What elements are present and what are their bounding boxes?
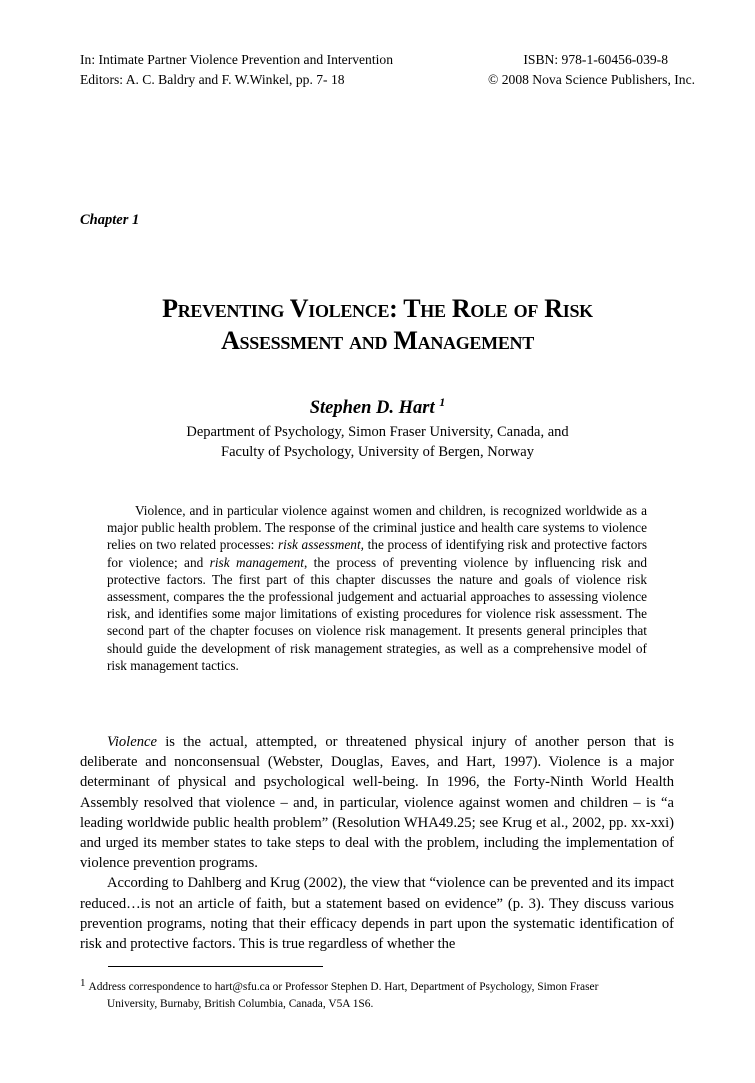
chapter-title-line-1: Preventing Violence: The Role of Risk [162, 294, 593, 323]
editors-line: Editors: A. C. Baldry and F. W.Winkel, pp. 7- 18 [80, 72, 345, 87]
chapter-label: Chapter 1 [80, 212, 140, 228]
footnote-mark: 1 [80, 977, 86, 989]
body-paragraph-1 [80, 732, 674, 873]
author-footnote-mark: 1 [439, 395, 446, 409]
footnote-separator [108, 966, 323, 967]
book-title-line: In: Intimate Partner Violence Prevention and Intervention [80, 52, 394, 67]
chapter-title-line-2: Assessment and Management [221, 326, 534, 355]
body-term-violence: Violence [107, 734, 157, 750]
abstract-text-2: the process of identifying risk and protective factors for violence; and [107, 537, 648, 570]
body-paragraph-2: According to Dahlberg and Krug (2002), the view that “violence can be prevented and its impact reduced…is not an article of faith, but a statement based on evidence” (p. 3). They discuss various prevention programs, noting that their efficacy depends in part upon the systematic identification of risk and protective factors. This is true regardless of whether the [80, 875, 674, 953]
abstract-term-risk-management: risk management [209, 554, 304, 570]
body-text [80, 732, 674, 954]
abstract [107, 502, 647, 674]
footnote [80, 975, 674, 1013]
running-header-right [488, 50, 696, 90]
affiliation-line-2: Faculty of Psychology, University of Bergen, Norway [221, 444, 534, 460]
abstract-text-3: , the process of preventing violence by influencing risk and protective factors. The first part of this chapter discusses the nature and goals of violence risk assessment, compares the the professional judgement and actuarial approaches to assessing violence risk, and identifies some major limitations of existing procedures for violence risk assessment. The second part of the chapter focuses on violence risk management. It presents general principles that should guide the development of risk management strategies, as well as a comprehensive model of risk management tactics. [107, 554, 647, 673]
chapter-title [80, 293, 675, 357]
author-affiliation [80, 422, 675, 462]
author-name: Stephen D. Hart [309, 398, 435, 418]
isbn: ISBN: 978-1-60456-039-8 [523, 52, 668, 67]
author-name-block [80, 395, 675, 419]
abstract-text-1: Violence, and in particular violence against women and children, is recognized worldwide as a major public health problem. The response of the criminal justice and health care systems to violence relies on two related processes: [107, 503, 647, 553]
copyright: © 2008 Nova Science Publishers, Inc. [488, 72, 696, 87]
affiliation-line-1: Department of Psychology, Simon Fraser University, Canada, and [186, 424, 569, 440]
footnote-line-2: University, Burnaby, British Columbia, Canada, V5A 1S6. [107, 998, 374, 1010]
footnote-line-1: Address correspondence to hart@sfu.ca or Professor Stephen D. Hart, Department of Psychology, Simon Fraser [88, 981, 599, 993]
body-paragraph-1-text: is the actual, attempted, or threatened physical injury of another person that is deliberate and nonconsensual (Webster, Douglas, Eaves, and Hart, 1997). Violence is a major determinant of physical and psychological well-being. In 1996, the Forty-Ninth World Health Assembly resolved that violence – and, in particular, violence against women and children – is “a leading worldwide public health problem” (Resolution WHA49.25; see Krug et al., 2002, pp. xx-xxi) and urged its member states to take steps to deal with the problem, including the implementation of violence prevention programs. [80, 734, 674, 872]
abstract-term-risk-assessment: risk assessment, [277, 537, 364, 553]
running-header-left [80, 50, 393, 90]
